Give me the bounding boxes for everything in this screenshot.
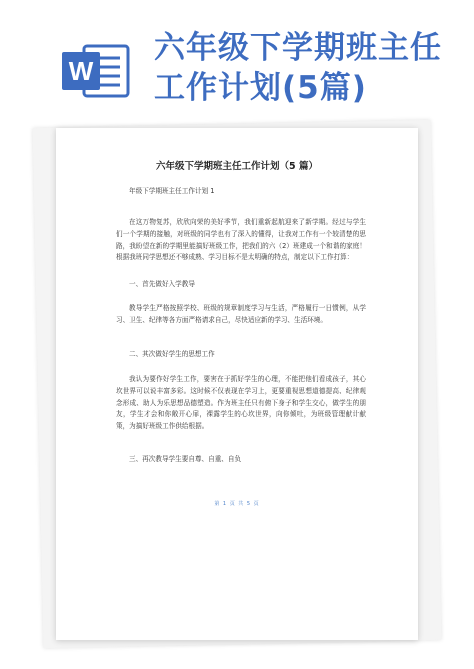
- document-heading: 六年级下学期班主任工作计划（5 篇）: [156, 161, 318, 172]
- paragraph-section-1: 教导学生严格按照学校、班级的规章制度学习与生活，严格履行一日惯例，从学习、卫生、纪律等各方面严格请求自己，尽快适应新的学习、生活环境。: [116, 304, 366, 324]
- section-heading-2: 二、其次做好学生的思想工作: [129, 350, 215, 358]
- svg-text:W: W: [68, 56, 94, 86]
- page-title: 六年级下学期班主任工作计划(5篇): [154, 30, 442, 106]
- page-number: 第 1 页 共 5 页: [214, 501, 260, 507]
- paragraph-intro: 在这万物复苏，欣欣向荣的美好季节，我们重新起航迎来了新学期。经过与学生们一个学期的接触，对班级的同学也有了深入的懂得，让我对工作有一个较清楚的思路，我盼望在新的学期里能搞好班级工作，把我们的六（2）班建成一个和谐的家庭！根据我班同学思想还不够成熟、学习目标不是太明确的特点，制定以下工作打算：: [116, 218, 366, 262]
- section-heading-3: 三、再次教导学生要自尊、自重、自负: [129, 455, 242, 463]
- page-header: [0, 0, 474, 118]
- document-page: [56, 128, 418, 640]
- paragraph-section-2: 我认为要作好学生工作，要害在于抓好学生的心理，不能把他们看成孩子，其心坎世界可以说丰富多彩。这时候不仅表现在学习上，更要重视思想道德提高、纪律观念形成、助人为乐思想品德塑造。作为班主任只有俯下身子和学生交心，做学生的朋友，学生才会和你敞开心扉，裸露学生的心坎世界，向你倾吐，为班级管理献计献策，为搞好班级工作供给根据。: [116, 375, 366, 431]
- word-document-icon: [62, 40, 132, 102]
- section-heading-1: 一、首先做好入学教导: [129, 280, 195, 288]
- document-subtitle: 年级下学期班主任工作计划 1: [129, 187, 215, 195]
